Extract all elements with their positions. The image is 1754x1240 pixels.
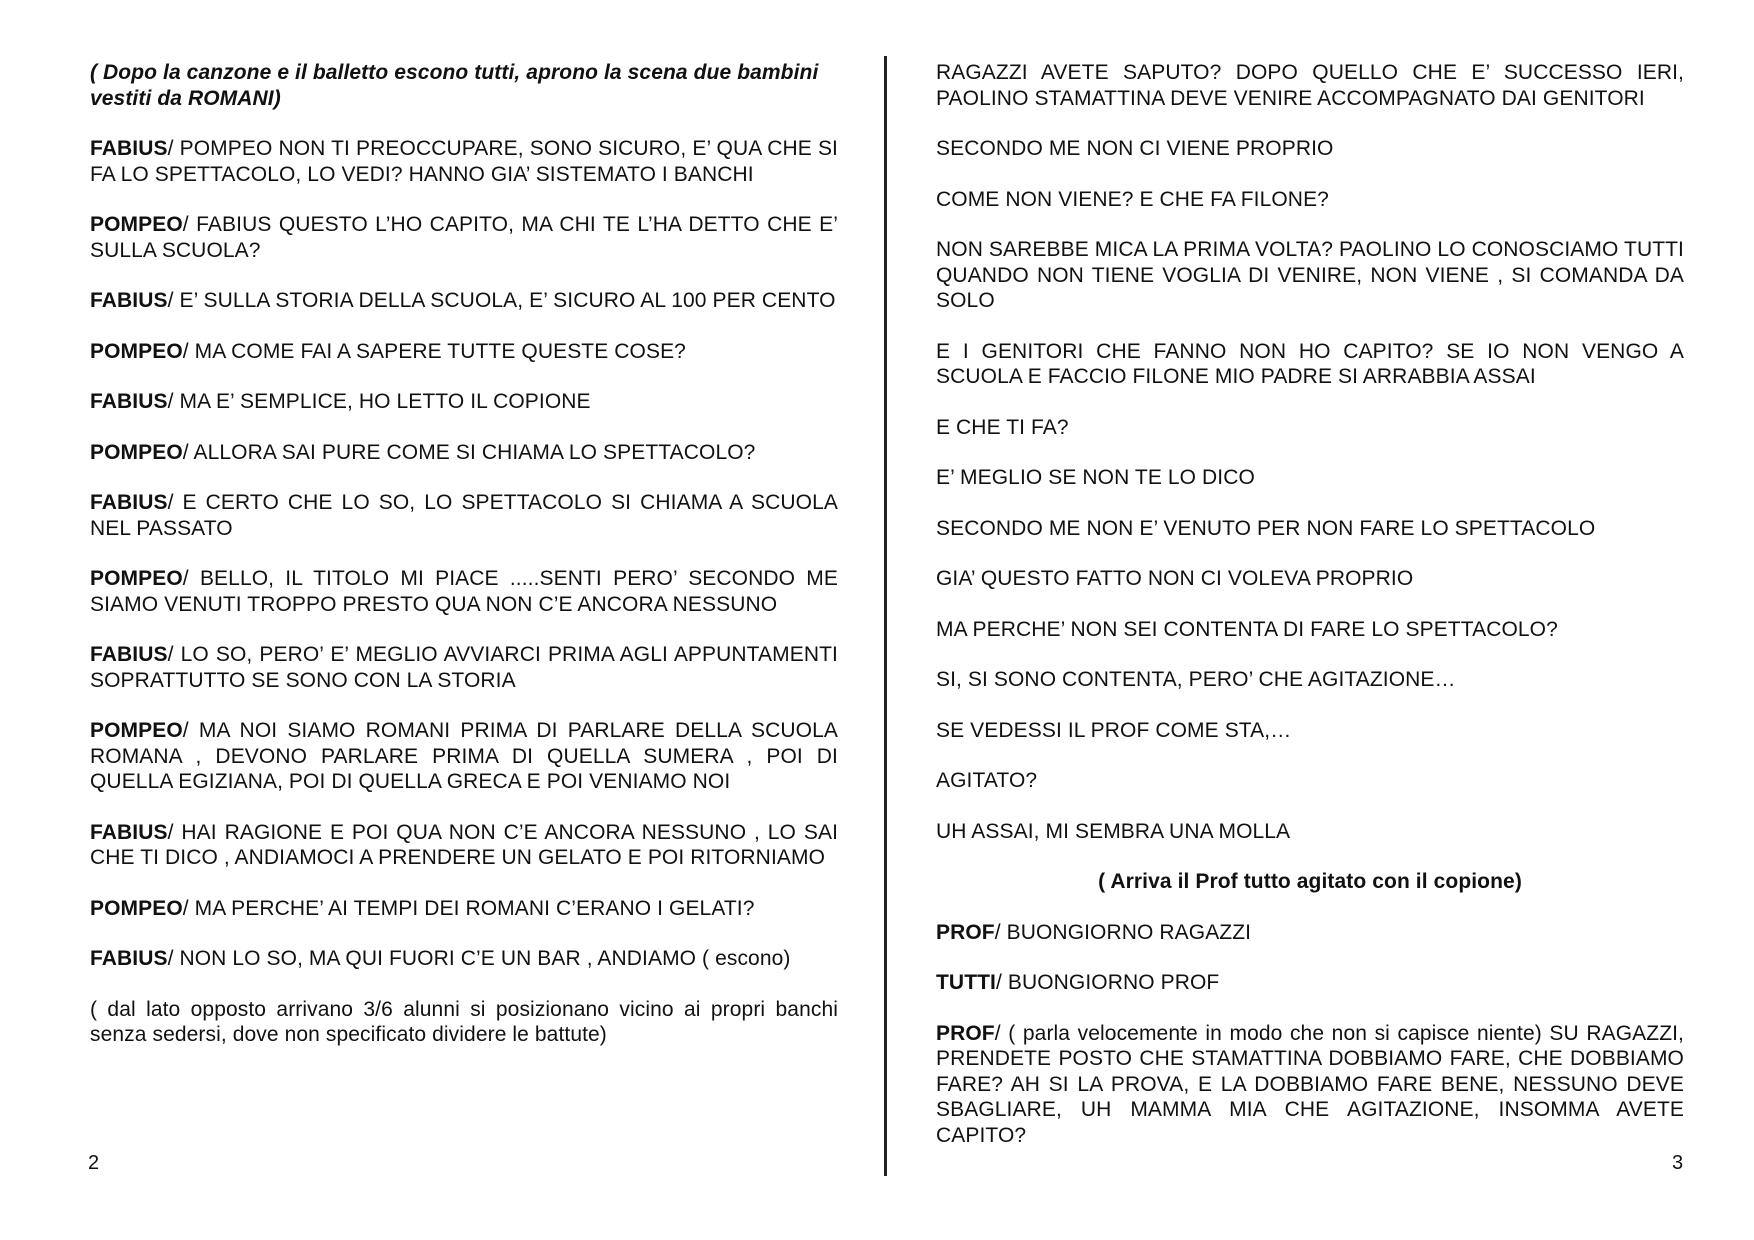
speaker-name: FABIUS xyxy=(90,820,168,844)
dialogue-line: AGITATO? xyxy=(936,769,1038,792)
dialogue-line xyxy=(90,440,838,466)
dialogue-line: E’ MEGLIO SE NON TE LO DICO xyxy=(936,466,1255,489)
speaker-name: FABIUS xyxy=(90,390,168,413)
speaker-name: FABIUS xyxy=(90,643,168,666)
right-page xyxy=(936,60,1684,1173)
speaker-name: FABIUS xyxy=(90,137,168,160)
dialogue-line xyxy=(90,212,838,263)
speaker-name: PROF xyxy=(936,920,995,944)
line-text: / E CERTO CHE LO SO, LO SPETTACOLO SI CHIAMA A SCUOLA NEL PASSATO xyxy=(90,491,838,540)
dialogue-line xyxy=(936,1021,1684,1149)
speaker-name: POMPEO xyxy=(90,719,183,742)
line-text: / ( parla velocemente in modo che non si capisce niente) SU RAGAZZI, PRENDETE POSTO CHE STAMATTINA DOBBIAMO FARE, CHE DOBBIAMO FARE? AH SI LA PROVA, E LA DOBBIAMO FARE BENE, NESSUNO DEVE SBAGLIARE, UH MAMMA MIA CHE AGITAZIONE, INSOMMA AVETE CAPITO? xyxy=(936,1021,1684,1147)
speaker-name: POMPEO xyxy=(90,567,183,590)
dialogue-line xyxy=(90,946,838,972)
dialogue-line xyxy=(90,339,838,365)
dialogue-line: SE VEDESSI IL PROF COME STA,… xyxy=(936,718,1292,742)
line-text: / MA NOI SIAMO ROMANI PRIMA DI PARLARE DELLA SCUOLA ROMANA , DEVONO PARLARE PRIMA DI QUELLA SUMERA , POI DI QUELLA EGIZIANA, POI DI QUELLA GRECA E POI VENIAMO NOI xyxy=(90,719,838,793)
speaker-name: POMPEO xyxy=(90,213,183,236)
line-text: / BELLO, IL TITOLO MI PIACE .....SENTI PERO’ SECONDO ME SIAMO VENUTI TROPPO PRESTO QUA NON C’E ANCORA NESSUNO xyxy=(90,567,838,616)
dialogue-line: RAGAZZI AVETE SAPUTO? DOPO QUELLO CHE E’ SUCCESSO IERI, PAOLINO STAMATTINA DEVE VENIRE ACCOMPAGNATO DAI GENITORI xyxy=(936,61,1684,110)
dialogue-line xyxy=(90,718,838,795)
dialogue-line xyxy=(90,490,838,541)
dialogue-line: NON SAREBBE MICA LA PRIMA VOLTA? PAOLINO LO CONOSCIAMO TUTTI QUANDO NON TIENE VOGLIA DI VENIRE, NON VIENE , SI COMANDA DA SOLO xyxy=(936,238,1684,312)
line-text: / HAI RAGIONE E POI QUA NON C’E ANCORA NESSUNO , LO SAI CHE TI DICO , ANDIAMOCI A PRENDERE UN GELATO E POI RITORNIAMO xyxy=(90,820,838,869)
dialogue-line xyxy=(936,920,1684,946)
line-text: / POMPEO NON TI PREOCCUPARE, SONO SICURO, E’ QUA CHE SI FA LO SPETTACOLO, LO VEDI? HANNO GIA’ SISTEMATO I BANCHI xyxy=(90,137,838,186)
dialogue-line: MA PERCHE’ NON SEI CONTENTA DI FARE LO SPETTACOLO? xyxy=(936,617,1558,641)
dialogue-line: E CHE TI FA? xyxy=(936,415,1069,439)
dialogue-line: SECONDO ME NON CI VIENE PROPRIO xyxy=(936,137,1334,160)
speaker-name: POMPEO xyxy=(90,440,183,464)
dialogue-line xyxy=(90,642,838,693)
page-number: 2 xyxy=(88,1152,100,1174)
page-number: 3 xyxy=(1672,1152,1684,1174)
dialogue-line xyxy=(90,136,838,187)
line-text: / E’ SULLA STORIA DELLA SCUOLA, E’ SICURO AL 100 PER CENTO xyxy=(167,289,836,312)
dialogue-line xyxy=(936,970,1684,996)
page-divider xyxy=(884,56,887,1176)
dialogue-line xyxy=(90,820,838,871)
left-page xyxy=(90,60,838,1073)
dialogue-line: E I GENITORI CHE FANNO NON HO CAPITO? SE IO NON VENGO A SCUOLA E FACCIO FILONE MIO PADRE SI ARRABBIA ASSAI xyxy=(936,339,1684,388)
speaker-name: TUTTI xyxy=(936,971,996,994)
dialogue-line xyxy=(90,896,838,922)
dialogue-line xyxy=(90,288,838,314)
line-text: / LO SO, PERO’ E’ MEGLIO AVVIARCI PRIMA AGLI APPUNTAMENTI SOPRATTUTTO SE SONO CON LA STORIA xyxy=(90,643,838,692)
speaker-name: FABIUS xyxy=(90,289,168,312)
stage-direction: ( Arriva il Prof tutto agitato con il copione) xyxy=(1098,870,1522,893)
speaker-name: PROF xyxy=(936,1021,995,1045)
speaker-name: FABIUS xyxy=(90,491,168,514)
line-text: / FABIUS QUESTO L’HO CAPITO, MA CHI TE L’HA DETTO CHE E’ SULLA SCUOLA? xyxy=(90,213,838,262)
line-text: / BUONGIORNO RAGAZZI xyxy=(994,920,1252,944)
speaker-name: FABIUS xyxy=(90,947,168,970)
line-text: / ALLORA SAI PURE COME SI CHIAMA LO SPETTACOLO? xyxy=(182,440,756,464)
line-text: / MA E’ SEMPLICE, HO LETTO IL COPIONE xyxy=(167,390,591,413)
line-text: / NON LO SO, MA QUI FUORI C’E UN BAR , ANDIAMO ( escono) xyxy=(167,947,791,970)
dialogue-line xyxy=(90,389,838,415)
dialogue-line xyxy=(90,566,838,617)
speaker-name: POMPEO xyxy=(90,339,183,363)
line-text: / MA COME FAI A SAPERE TUTTE QUESTE COSE? xyxy=(182,339,686,363)
stage-direction: ( Dopo la canzone e il balletto escono tutti, aprono la scena due bambini vestiti da ROMANI) xyxy=(90,61,819,110)
dialogue-line: SECONDO ME NON E’ VENUTO PER NON FARE LO SPETTACOLO xyxy=(936,516,1596,540)
dialogue-line: SI, SI SONO CONTENTA, PERO’ CHE AGITAZIONE… xyxy=(936,668,1456,691)
line-text: / BUONGIORNO PROF xyxy=(995,971,1220,994)
closing-note: ( dal lato opposto arrivano 3/6 alunni si posizionano vicino ai propri banchi senza sedersi, dove non specificato dividere le battute) xyxy=(90,997,838,1046)
dialogue-line: UH ASSAI, MI SEMBRA UNA MOLLA xyxy=(936,819,1291,843)
speaker-name: POMPEO xyxy=(90,896,183,920)
dialogue-line: COME NON VIENE? E CHE FA FILONE? xyxy=(936,187,1329,211)
dialogue-line: GIA’ QUESTO FATTO NON CI VOLEVA PROPRIO xyxy=(936,567,1414,590)
line-text: / MA PERCHE’ AI TEMPI DEI ROMANI C’ERANO I GELATI? xyxy=(182,896,755,920)
